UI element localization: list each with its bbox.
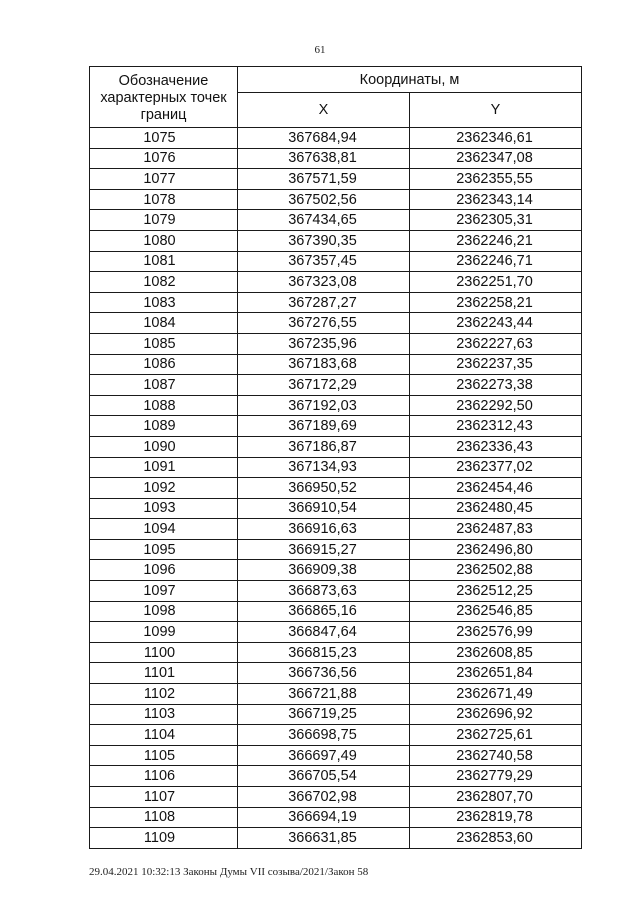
table-row: [90, 230, 582, 251]
y-coordinate-cell: 2362546,85: [410, 601, 582, 622]
x-coordinate-cell: 367571,59: [238, 169, 410, 190]
y-coordinate-cell: 2362725,61: [410, 725, 582, 746]
x-coordinate-cell: 366815,23: [238, 642, 410, 663]
point-number-cell: 1085: [90, 333, 238, 354]
x-coordinate-cell: 367390,35: [238, 230, 410, 251]
x-coordinate-cell: 366694,19: [238, 807, 410, 828]
x-coordinate-cell: 366631,85: [238, 828, 410, 849]
y-coordinate-cell: 2362651,84: [410, 663, 582, 684]
x-coordinate-cell: 367192,03: [238, 395, 410, 416]
point-number-cell: 1109: [90, 828, 238, 849]
point-number-cell: 1079: [90, 210, 238, 231]
y-coordinate-cell: 2362246,21: [410, 230, 582, 251]
y-coordinate-cell: 2362347,08: [410, 148, 582, 169]
point-number-cell: 1105: [90, 745, 238, 766]
x-coordinate-cell: 366721,88: [238, 684, 410, 705]
table-row: [90, 622, 582, 643]
table-row: [90, 519, 582, 540]
x-coordinate-cell: 367183,68: [238, 354, 410, 375]
y-coordinate-cell: 2362502,88: [410, 560, 582, 581]
x-coordinate-cell: 366915,27: [238, 539, 410, 560]
y-coordinate-cell: 2362227,63: [410, 333, 582, 354]
y-coordinate-cell: 2362740,58: [410, 745, 582, 766]
x-coordinate-cell: 366736,56: [238, 663, 410, 684]
y-coordinate-cell: 2362487,83: [410, 519, 582, 540]
x-coordinate-cell: 366719,25: [238, 704, 410, 725]
point-number-cell: 1083: [90, 292, 238, 313]
table-row: [90, 333, 582, 354]
table-row: [90, 272, 582, 293]
x-coordinate-cell: 367287,27: [238, 292, 410, 313]
table-row: [90, 128, 582, 149]
y-coordinate-cell: 2362819,78: [410, 807, 582, 828]
point-number-cell: 1103: [90, 704, 238, 725]
table-row: [90, 560, 582, 581]
x-coordinate-cell: 367186,87: [238, 436, 410, 457]
point-number-cell: 1099: [90, 622, 238, 643]
table-row: [90, 663, 582, 684]
point-number-cell: 1084: [90, 313, 238, 334]
x-coordinate-cell: 366847,64: [238, 622, 410, 643]
y-coordinate-cell: 2362496,80: [410, 539, 582, 560]
table-row: [90, 169, 582, 190]
table-row: [90, 148, 582, 169]
x-coordinate-cell: 367502,56: [238, 189, 410, 210]
y-coordinate-cell: 2362312,43: [410, 416, 582, 437]
x-coordinate-cell: 367235,96: [238, 333, 410, 354]
y-coordinate-cell: 2362336,43: [410, 436, 582, 457]
table-row: [90, 457, 582, 478]
x-coordinate-cell: 367189,69: [238, 416, 410, 437]
point-number-cell: 1094: [90, 519, 238, 540]
y-coordinate-cell: 2362853,60: [410, 828, 582, 849]
table-row: [90, 292, 582, 313]
x-coordinate-cell: 367357,45: [238, 251, 410, 272]
y-coordinate-cell: 2362343,14: [410, 189, 582, 210]
table-row: [90, 395, 582, 416]
point-number-cell: 1096: [90, 560, 238, 581]
table-row: [90, 539, 582, 560]
point-number-cell: 1107: [90, 787, 238, 808]
point-number-cell: 1097: [90, 581, 238, 602]
point-number-cell: 1075: [90, 128, 238, 149]
table-row: [90, 601, 582, 622]
table-row: [90, 581, 582, 602]
y-coordinate-cell: 2362237,35: [410, 354, 582, 375]
table-row: [90, 375, 582, 396]
y-coordinate-cell: 2362258,21: [410, 292, 582, 313]
y-coordinate-cell: 2362346,61: [410, 128, 582, 149]
point-number-cell: 1087: [90, 375, 238, 396]
y-coordinate-cell: 2362305,31: [410, 210, 582, 231]
table-body: [90, 128, 582, 849]
point-number-cell: 1106: [90, 766, 238, 787]
y-coordinate-cell: 2362671,49: [410, 684, 582, 705]
coordinates-header: Координаты, м: [238, 67, 582, 93]
y-coordinate-cell: 2362608,85: [410, 642, 582, 663]
table-row: [90, 642, 582, 663]
y-coordinate-cell: 2362273,38: [410, 375, 582, 396]
table-row: [90, 436, 582, 457]
x-coordinate-cell: 366950,52: [238, 478, 410, 499]
table-row: [90, 210, 582, 231]
point-number-cell: 1082: [90, 272, 238, 293]
y-coordinate-cell: 2362696,92: [410, 704, 582, 725]
document-footer: 29.04.2021 10:32:13 Законы Думы VII созыва/2021/Закон 58: [89, 866, 369, 878]
x-coordinate-cell: 367323,08: [238, 272, 410, 293]
point-number-cell: 1093: [90, 498, 238, 519]
y-coordinate-cell: 2362377,02: [410, 457, 582, 478]
point-number-cell: 1081: [90, 251, 238, 272]
point-number-cell: 1102: [90, 684, 238, 705]
table-row: [90, 745, 582, 766]
point-number-cell: 1077: [90, 169, 238, 190]
table-row: [90, 787, 582, 808]
table-row: [90, 684, 582, 705]
y-coordinate-cell: 2362246,71: [410, 251, 582, 272]
point-designation-header: Обозначение характерных точек границ: [90, 67, 238, 128]
point-number-cell: 1095: [90, 539, 238, 560]
point-number-cell: 1100: [90, 642, 238, 663]
x-coordinate-cell: 367638,81: [238, 148, 410, 169]
point-number-cell: 1098: [90, 601, 238, 622]
x-coordinate-cell: 366873,63: [238, 581, 410, 602]
y-column-header: Y: [410, 93, 582, 128]
x-coordinate-cell: 367172,29: [238, 375, 410, 396]
y-coordinate-cell: 2362292,50: [410, 395, 582, 416]
page-number: 61: [314, 44, 326, 56]
point-number-cell: 1080: [90, 230, 238, 251]
point-number-cell: 1086: [90, 354, 238, 375]
x-column-header: X: [238, 93, 410, 128]
point-number-cell: 1101: [90, 663, 238, 684]
x-coordinate-cell: 366705,54: [238, 766, 410, 787]
y-coordinate-cell: 2362779,29: [410, 766, 582, 787]
x-coordinate-cell: 366909,38: [238, 560, 410, 581]
table-row: [90, 354, 582, 375]
table-row: [90, 807, 582, 828]
y-coordinate-cell: 2362243,44: [410, 313, 582, 334]
point-number-cell: 1091: [90, 457, 238, 478]
point-number-cell: 1076: [90, 148, 238, 169]
table-row: [90, 478, 582, 499]
x-coordinate-cell: 366697,49: [238, 745, 410, 766]
y-coordinate-cell: 2362251,70: [410, 272, 582, 293]
table-row: [90, 189, 582, 210]
table-row: [90, 828, 582, 849]
x-coordinate-cell: 366702,98: [238, 787, 410, 808]
x-coordinate-cell: 366916,63: [238, 519, 410, 540]
x-coordinate-cell: 367434,65: [238, 210, 410, 231]
x-coordinate-cell: 367134,93: [238, 457, 410, 478]
table-row: [90, 416, 582, 437]
x-coordinate-cell: 367684,94: [238, 128, 410, 149]
y-coordinate-cell: 2362355,55: [410, 169, 582, 190]
point-number-cell: 1090: [90, 436, 238, 457]
x-coordinate-cell: 366865,16: [238, 601, 410, 622]
y-coordinate-cell: 2362576,99: [410, 622, 582, 643]
point-number-cell: 1088: [90, 395, 238, 416]
y-coordinate-cell: 2362512,25: [410, 581, 582, 602]
table-row: [90, 766, 582, 787]
x-coordinate-cell: 366698,75: [238, 725, 410, 746]
table-row: [90, 704, 582, 725]
table-row: [90, 313, 582, 334]
table-row: [90, 725, 582, 746]
point-number-cell: 1104: [90, 725, 238, 746]
x-coordinate-cell: 367276,55: [238, 313, 410, 334]
table-row: [90, 498, 582, 519]
x-coordinate-cell: 366910,54: [238, 498, 410, 519]
point-number-cell: 1092: [90, 478, 238, 499]
coordinates-table: [89, 66, 582, 849]
y-coordinate-cell: 2362454,46: [410, 478, 582, 499]
point-number-cell: 1078: [90, 189, 238, 210]
y-coordinate-cell: 2362480,45: [410, 498, 582, 519]
table-header: [90, 67, 582, 128]
point-number-cell: 1089: [90, 416, 238, 437]
table-row: [90, 251, 582, 272]
y-coordinate-cell: 2362807,70: [410, 787, 582, 808]
point-number-cell: 1108: [90, 807, 238, 828]
